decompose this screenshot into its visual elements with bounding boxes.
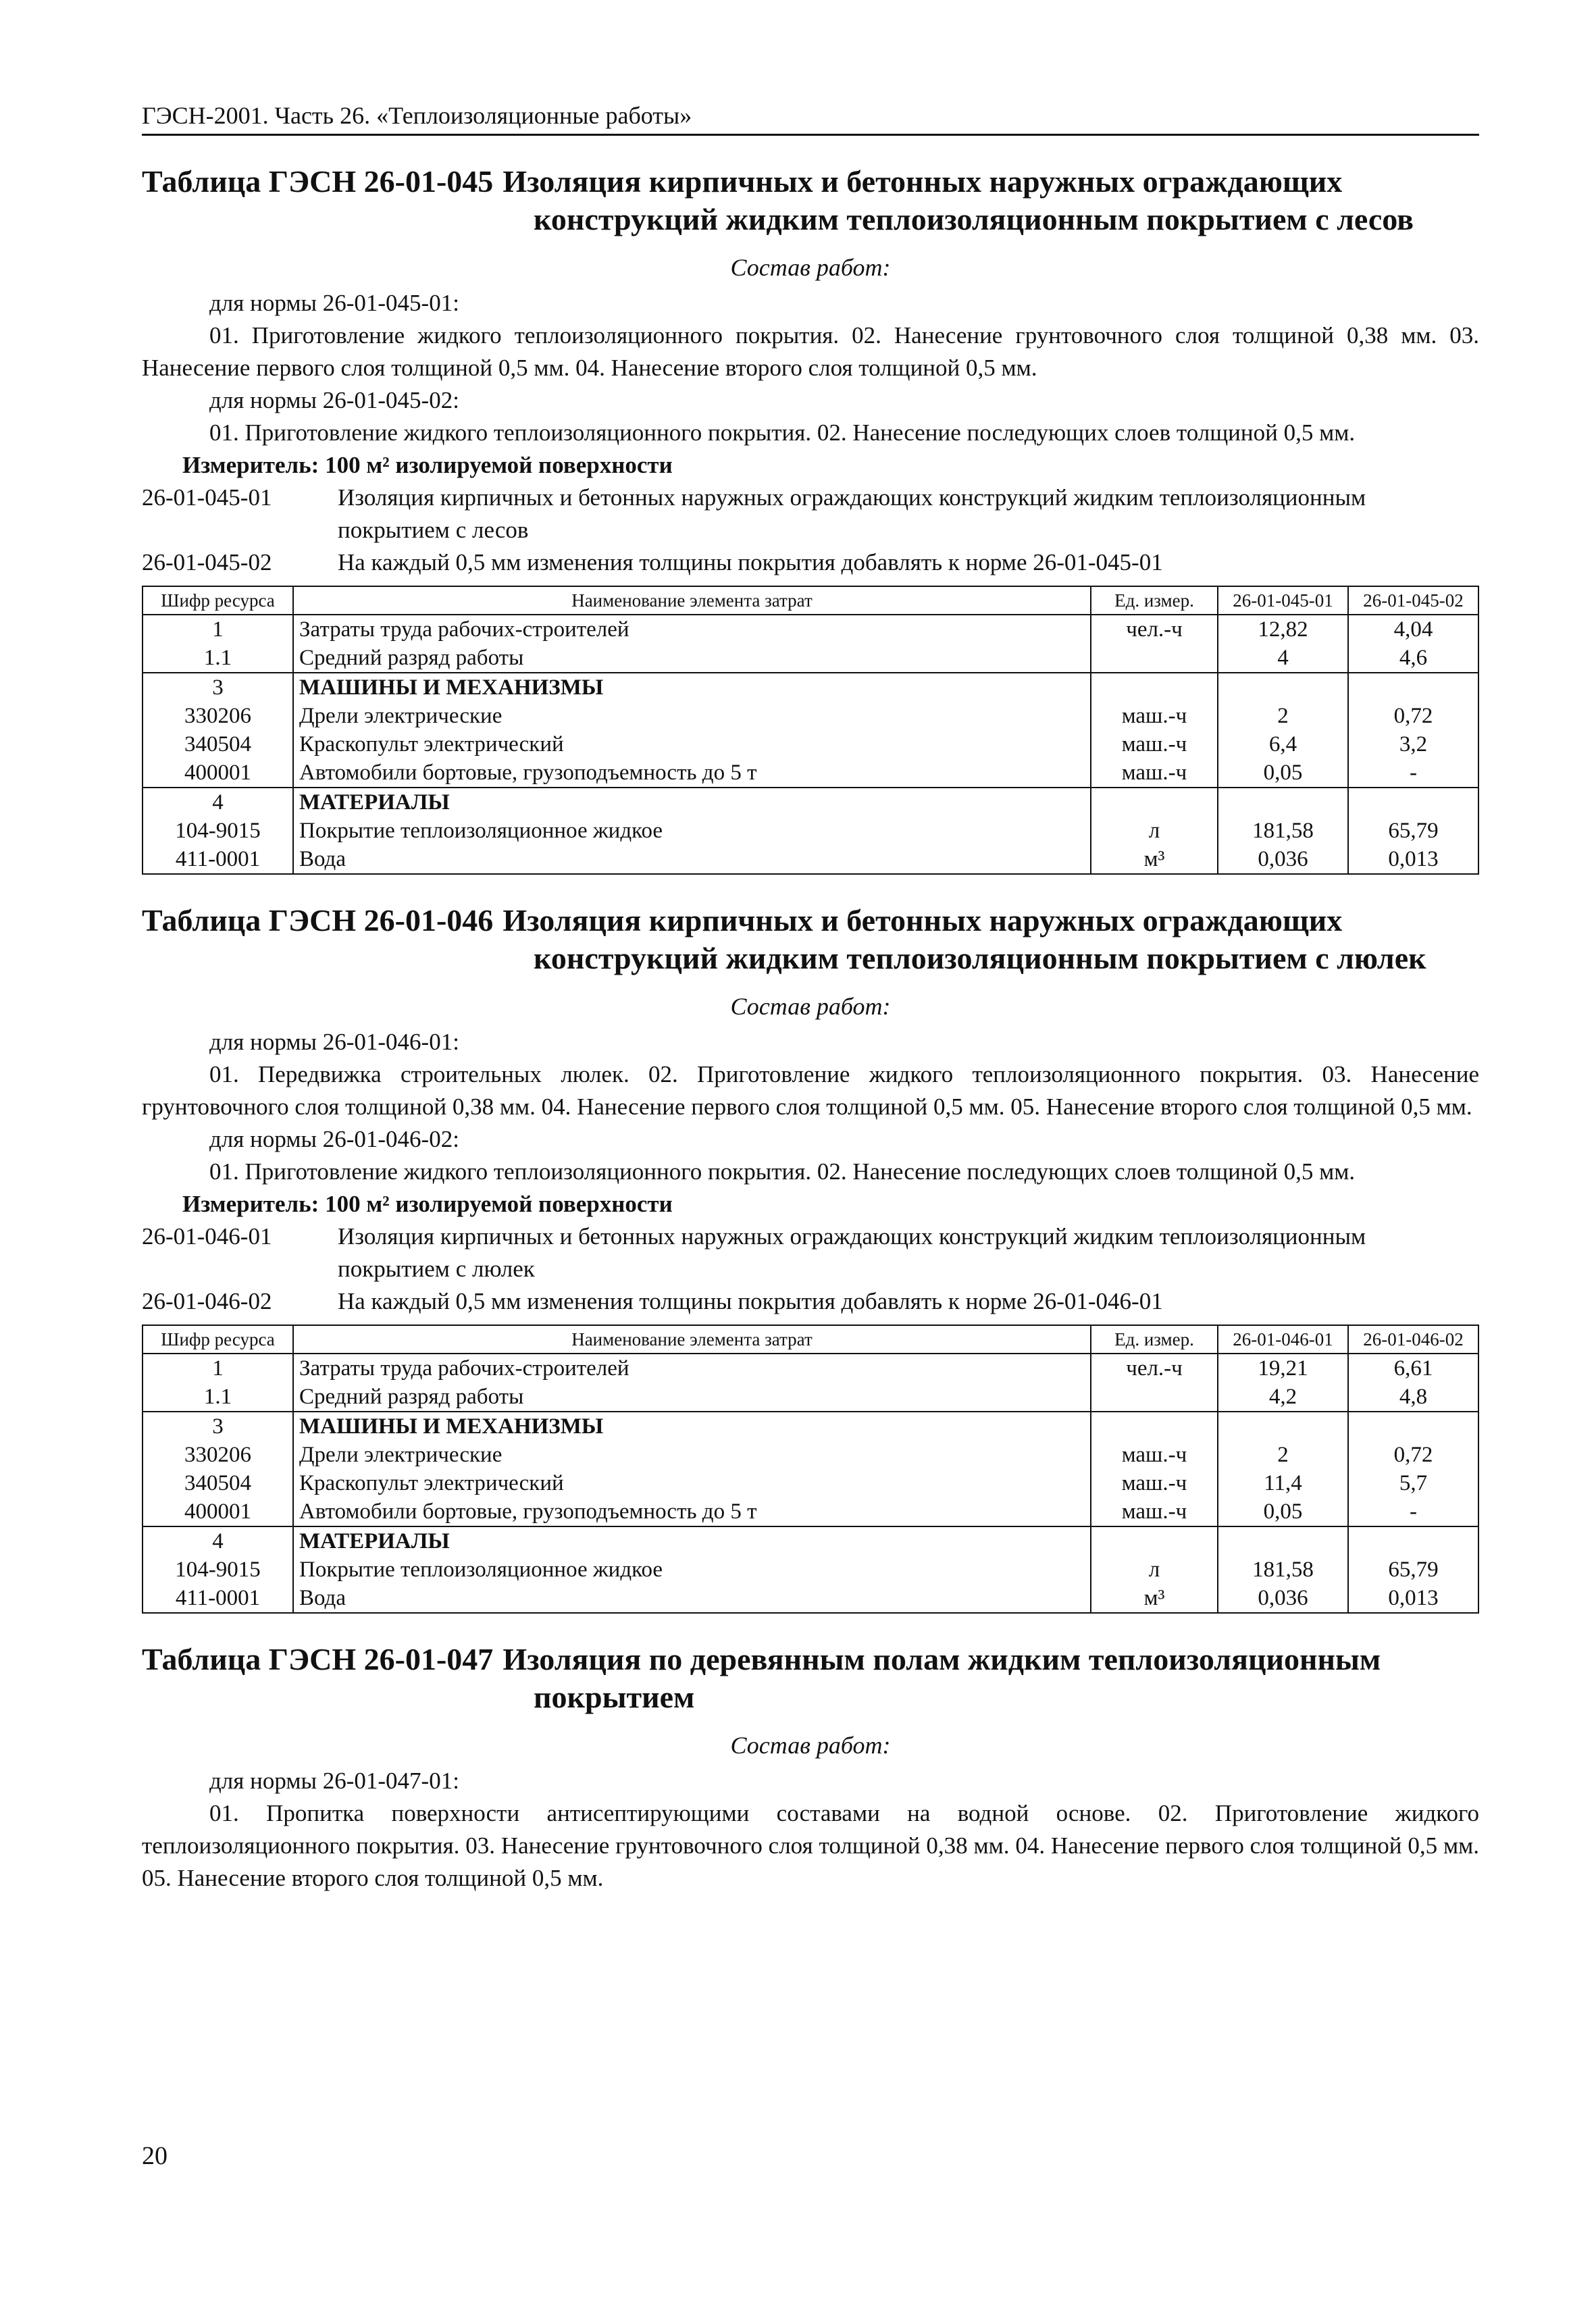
norm-definition (142, 1220, 1479, 1285)
cell-item-name: Автомобили бортовые, грузоподъемность до 5 т (293, 759, 1091, 788)
cell-resource-code: 411-0001 (143, 845, 293, 874)
table-row (143, 1412, 1478, 1441)
cell-resource-code: 400001 (143, 759, 293, 788)
cell-value-a: 0,05 (1218, 1497, 1348, 1526)
cell-resource-code: 4 (143, 1526, 293, 1555)
norm-code: 26-01-045-02 (142, 549, 272, 575)
table-title-continued: конструкций жидким теплоизоляционным покрытием с люлек (534, 941, 1426, 975)
cell-unit (1091, 673, 1218, 702)
cell-resource-code: 3 (143, 1412, 293, 1441)
cell-unit (1091, 1383, 1218, 1412)
cell-value-a: 4,2 (1218, 1383, 1348, 1412)
cell-value-b: 65,79 (1348, 817, 1478, 845)
table-row (143, 673, 1478, 702)
cell-value-b: 6,61 (1348, 1354, 1478, 1383)
norm-code: 26-01-046-02 (142, 1288, 272, 1314)
table-title-text: Изоляция кирпичных и бетонных наружных ограждающих (503, 903, 1343, 937)
cell-item-name: Затраты труда рабочих-строителей (293, 1354, 1091, 1383)
cell-unit: маш.-ч (1091, 730, 1218, 759)
cell-resource-code: 330206 (143, 1441, 293, 1469)
norm-work-text: 01. Пропитка поверхности антисептирующими составами на водной основе. 02. Приготовление жидкого теплоизоляционного покрытия. 03. Нанесение грунтовочного слоя толщиной 0,38 мм. 04. Нанесение первого слоя толщиной 0,5 мм. 05. Нанесение второго слоя толщиной 0,5 мм. (142, 1800, 1479, 1891)
col-header-norm-b: 26-01-046-02 (1348, 1325, 1478, 1354)
cell-value-b (1348, 788, 1478, 817)
work-composition-heading: Состав работ: (730, 1732, 891, 1759)
cell-value-b: 4,04 (1348, 615, 1478, 644)
cell-item-name: Краскопульт электрический (293, 1469, 1091, 1497)
cell-value-a: 6,4 (1218, 730, 1348, 759)
cell-item-name: МАШИНЫ И МЕХАНИЗМЫ (293, 1412, 1091, 1441)
col-header-code: Шифр ресурса (143, 586, 293, 615)
cell-item-name: Автомобили бортовые, грузоподъемность до 5 т (293, 1497, 1091, 1526)
table-title-continued: покрытием (534, 1680, 695, 1714)
cell-item-name: Покрытие теплоизоляционное жидкое (293, 817, 1091, 845)
cell-item-name: Покрытие теплоизоляционное жидкое (293, 1555, 1091, 1584)
table-row (143, 817, 1478, 845)
cell-value-a (1218, 788, 1348, 817)
table-row (143, 615, 1478, 644)
cell-value-a: 181,58 (1218, 817, 1348, 845)
resource-table (142, 1325, 1479, 1614)
table-row (143, 788, 1478, 817)
table-row (143, 1354, 1478, 1383)
cell-resource-code: 1 (143, 615, 293, 644)
cell-unit: л (1091, 1555, 1218, 1584)
cell-item-name: Дрели электрические (293, 1441, 1091, 1469)
cell-item-name: МАШИНЫ И МЕХАНИЗМЫ (293, 673, 1091, 702)
cell-resource-code: 104-9015 (143, 817, 293, 845)
table-title-text: Изоляция кирпичных и бетонных наружных ограждающих (503, 164, 1343, 199)
cell-value-b: 0,72 (1348, 1441, 1478, 1469)
cell-unit: л (1091, 817, 1218, 845)
cell-unit (1091, 1412, 1218, 1441)
cell-resource-code: 3 (143, 673, 293, 702)
norm-definition (142, 1285, 1479, 1318)
cell-value-a: 181,58 (1218, 1555, 1348, 1584)
cell-value-a (1218, 1412, 1348, 1441)
norm-code: 26-01-046-01 (142, 1223, 272, 1250)
measure-unit: Измеритель: 100 м² изолируемой поверхности (182, 452, 673, 478)
cell-resource-code: 340504 (143, 1469, 293, 1497)
cell-value-b: 4,6 (1348, 644, 1478, 673)
table-title (142, 163, 1479, 201)
norm-description: На каждый 0,5 мм изменения толщины покрытия добавлять к норме 26-01-045-01 (338, 549, 1163, 575)
col-header-unit: Ед. измер. (1091, 586, 1218, 615)
cell-unit: маш.-ч (1091, 702, 1218, 730)
cell-value-a (1218, 1526, 1348, 1555)
table-row (143, 702, 1478, 730)
norm-label: для нормы 26-01-046-02: (209, 1126, 459, 1152)
norm-description: Изоляция кирпичных и бетонных наружных ограждающих конструкций жидким теплоизоляционным покрытием с лесов (338, 484, 1366, 543)
table-row (143, 1441, 1478, 1469)
cell-value-a: 0,036 (1218, 845, 1348, 874)
table-title-text: Изоляция по деревянным полам жидким теплоизоляционным (503, 1642, 1381, 1676)
table-title (142, 902, 1479, 940)
cell-resource-code: 4 (143, 788, 293, 817)
cell-resource-code: 1.1 (143, 644, 293, 673)
document-page (142, 101, 1479, 1895)
norm-label: для нормы 26-01-045-02: (209, 387, 459, 413)
cell-resource-code: 400001 (143, 1497, 293, 1526)
page-number: 20 (142, 2142, 168, 2170)
table-row (143, 1526, 1478, 1555)
norm-section-046 (142, 902, 1479, 1614)
cell-value-a: 2 (1218, 1441, 1348, 1469)
cell-resource-code: 1.1 (143, 1383, 293, 1412)
table-row (143, 730, 1478, 759)
col-header-code: Шифр ресурса (143, 1325, 293, 1354)
work-composition-heading: Состав работ: (730, 993, 891, 1020)
cell-value-a: 4 (1218, 644, 1348, 673)
norm-label: для нормы 26-01-046-01: (209, 1029, 459, 1055)
table-title-lead: Таблица ГЭСН 26-01-046 (142, 903, 494, 937)
resource-table (142, 586, 1479, 875)
table-row (143, 644, 1478, 673)
table-header-row (143, 1325, 1478, 1354)
cell-value-b: 4,8 (1348, 1383, 1478, 1412)
norm-code: 26-01-045-01 (142, 484, 272, 511)
norm-work-text: 01. Приготовление жидкого теплоизоляционного покрытия. 02. Нанесение грунтовочного слоя толщиной 0,38 мм. 03. Нанесение первого слоя толщиной 0,5 мм. 04. Нанесение второго слоя толщиной 0,5 мм. (142, 322, 1479, 381)
norm-work-text: 01. Приготовление жидкого теплоизоляционного покрытия. 02. Нанесение последующих слоев толщиной 0,5 мм. (209, 1158, 1356, 1185)
col-header-name: Наименование элемента затрат (293, 1325, 1091, 1354)
cell-value-b: 0,013 (1348, 845, 1478, 874)
col-header-norm-a: 26-01-045-01 (1218, 586, 1348, 615)
cell-value-a: 11,4 (1218, 1469, 1348, 1497)
cell-value-b: 5,7 (1348, 1469, 1478, 1497)
cell-value-b: 65,79 (1348, 1555, 1478, 1584)
cell-value-b: - (1348, 1497, 1478, 1526)
cell-value-b (1348, 1412, 1478, 1441)
cell-resource-code: 104-9015 (143, 1555, 293, 1584)
norm-description: Изоляция кирпичных и бетонных наружных ограждающих конструкций жидким теплоизоляционным покрытием с люлек (338, 1223, 1366, 1282)
running-header: ГЭСН-2001. Часть 26. «Теплоизоляционные работы» (142, 101, 1479, 136)
table-row (143, 1555, 1478, 1584)
norm-definition (142, 482, 1479, 546)
cell-value-a: 19,21 (1218, 1354, 1348, 1383)
table-title-lead: Таблица ГЭСН 26-01-045 (142, 164, 494, 199)
cell-item-name: Средний разряд работы (293, 644, 1091, 673)
cell-value-a: 0,05 (1218, 759, 1348, 788)
cell-item-name: Краскопульт электрический (293, 730, 1091, 759)
cell-item-name: Дрели электрические (293, 702, 1091, 730)
cell-unit: чел.-ч (1091, 615, 1218, 644)
cell-value-b (1348, 673, 1478, 702)
cell-unit (1091, 644, 1218, 673)
cell-value-a: 12,82 (1218, 615, 1348, 644)
norm-description: На каждый 0,5 мм изменения толщины покрытия добавлять к норме 26-01-046-01 (338, 1288, 1163, 1314)
norm-section-045 (142, 163, 1479, 875)
table-row (143, 1469, 1478, 1497)
cell-unit (1091, 788, 1218, 817)
table-title-lead: Таблица ГЭСН 26-01-047 (142, 1642, 494, 1676)
cell-value-a: 0,036 (1218, 1584, 1348, 1613)
cell-unit: маш.-ч (1091, 1441, 1218, 1469)
col-header-name: Наименование элемента затрат (293, 586, 1091, 615)
cell-value-b: 0,013 (1348, 1584, 1478, 1613)
cell-value-b: 3,2 (1348, 730, 1478, 759)
table-title-continued: конструкций жидким теплоизоляционным покрытием с лесов (534, 202, 1414, 236)
cell-value-a (1218, 673, 1348, 702)
norm-work-text: 01. Передвижка строительных люлек. 02. Приготовление жидкого теплоизоляционного покрытия. 03. Нанесение грунтовочного слоя толщиной 0,38 мм. 04. Нанесение первого слоя толщиной 0,5 мм. 05. Нанесение второго слоя толщиной 0,5 мм. (142, 1061, 1479, 1120)
cell-unit: м³ (1091, 1584, 1218, 1613)
table-row (143, 759, 1478, 788)
cell-item-name: МАТЕРИАЛЫ (293, 1526, 1091, 1555)
cell-unit: маш.-ч (1091, 1497, 1218, 1526)
cell-value-b: 0,72 (1348, 702, 1478, 730)
table-row (143, 845, 1478, 874)
cell-value-a: 2 (1218, 702, 1348, 730)
norm-label: для нормы 26-01-045-01: (209, 290, 459, 316)
cell-resource-code: 1 (143, 1354, 293, 1383)
work-composition-heading: Состав работ: (730, 254, 891, 281)
col-header-norm-b: 26-01-045-02 (1348, 586, 1478, 615)
cell-unit: м³ (1091, 845, 1218, 874)
cell-value-b: - (1348, 759, 1478, 788)
norm-definition (142, 546, 1479, 579)
measure-unit: Измеритель: 100 м² изолируемой поверхности (182, 1191, 673, 1217)
cell-unit (1091, 1526, 1218, 1555)
cell-resource-code: 411-0001 (143, 1584, 293, 1613)
table-row (143, 1383, 1478, 1412)
cell-resource-code: 340504 (143, 730, 293, 759)
norm-label: для нормы 26-01-047-01: (209, 1768, 459, 1794)
cell-unit: маш.-ч (1091, 759, 1218, 788)
cell-resource-code: 330206 (143, 702, 293, 730)
table-row (143, 1584, 1478, 1613)
table-header-row (143, 586, 1478, 615)
cell-unit: маш.-ч (1091, 1469, 1218, 1497)
cell-item-name: Вода (293, 845, 1091, 874)
col-header-norm-a: 26-01-046-01 (1218, 1325, 1348, 1354)
col-header-unit: Ед. измер. (1091, 1325, 1218, 1354)
cell-item-name: Средний разряд работы (293, 1383, 1091, 1412)
cell-unit: чел.-ч (1091, 1354, 1218, 1383)
norm-section-047 (142, 1641, 1479, 1895)
cell-item-name: Затраты труда рабочих-строителей (293, 615, 1091, 644)
norm-work-text: 01. Приготовление жидкого теплоизоляционного покрытия. 02. Нанесение последующих слоев толщиной 0,5 мм. (209, 419, 1356, 446)
cell-item-name: МАТЕРИАЛЫ (293, 788, 1091, 817)
cell-value-b (1348, 1526, 1478, 1555)
table-title (142, 1641, 1479, 1678)
table-row (143, 1497, 1478, 1526)
cell-item-name: Вода (293, 1584, 1091, 1613)
